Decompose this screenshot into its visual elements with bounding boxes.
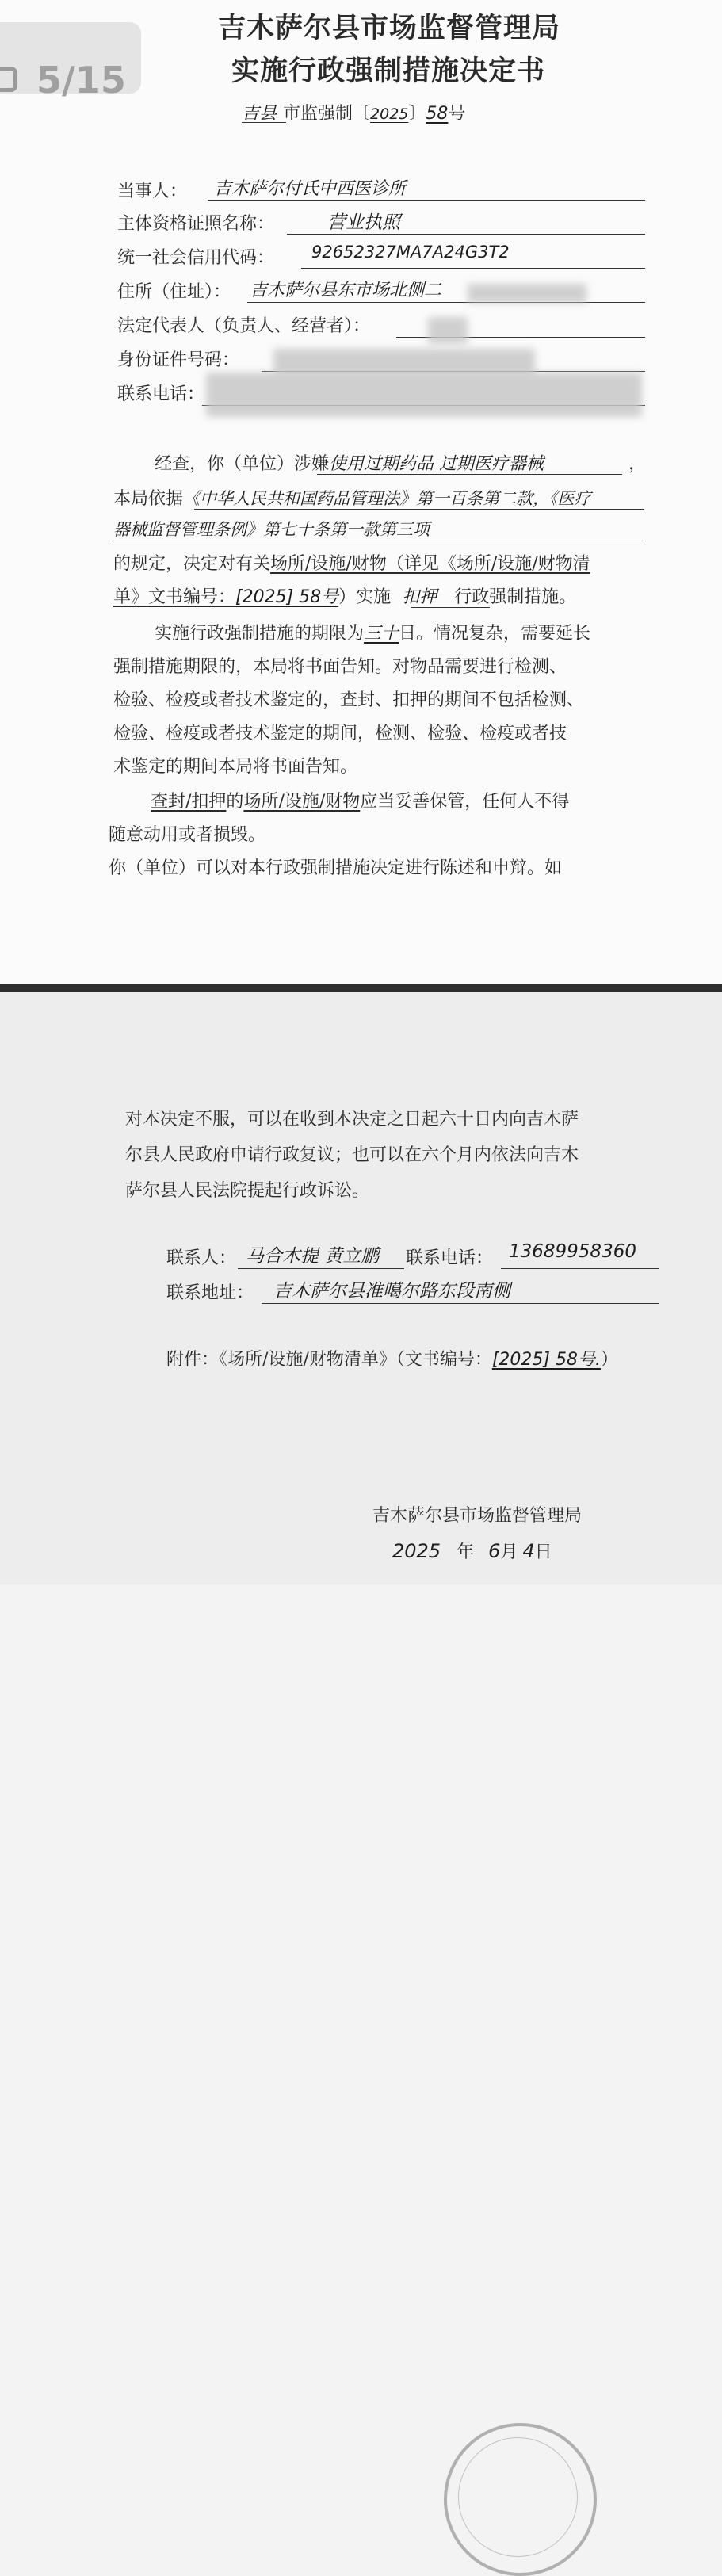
document-number bbox=[242, 100, 465, 124]
issue-date-day: 4 bbox=[522, 1540, 535, 1562]
issue-date-year-label: 年 bbox=[457, 1542, 475, 1562]
address-label: 住所（住址）： bbox=[117, 282, 231, 302]
party-name-value: 吉木萨尔付氏中西医诊所 bbox=[214, 179, 407, 199]
para3-text-b: 的 bbox=[226, 792, 244, 812]
issue-date-month-label: 月 bbox=[500, 1542, 518, 1562]
para1-text-c: 的规定，决定对有关 bbox=[113, 554, 271, 574]
attachment-line bbox=[166, 1346, 618, 1370]
para1-fill-law1: 《中华人民共和国药品管理法》第一百条第二款，《医疗 bbox=[183, 489, 591, 508]
appeal-line1: 对本决定不服，可以在收到本决定之日起六十日内向吉木萨 bbox=[125, 1110, 579, 1129]
appeal-line2: 尔县人民政府申请行政复议；也可以在六个月内依法向吉木 bbox=[125, 1145, 579, 1165]
para1-fill-violation-line bbox=[317, 474, 622, 475]
phone-label: 联系电话： bbox=[117, 384, 205, 404]
doc-prefix: 吉县 bbox=[242, 104, 277, 124]
contact-person-label: 联系人： bbox=[166, 1248, 237, 1268]
para1-text-a: 经查，你（单位）涉嫌 bbox=[155, 454, 330, 474]
contact-person-value: 马合木提 黄立鹏 bbox=[246, 1246, 380, 1267]
credit-code-line bbox=[301, 268, 645, 269]
para1-line4 bbox=[113, 550, 590, 575]
contact-phone-label: 联系电话： bbox=[406, 1248, 494, 1268]
para3-text-c: 场所/设施/财物 bbox=[243, 792, 361, 812]
credit-code-label: 统一社会信用代码： bbox=[117, 248, 275, 268]
credit-code-value: 92652327MA7A24G3T2 bbox=[311, 243, 510, 262]
issue-date bbox=[392, 1538, 552, 1563]
doc-close: 〕 bbox=[408, 104, 426, 124]
contact-address-label: 联系地址： bbox=[166, 1283, 254, 1303]
para1-fill-law2: 器械监督管理条例》第七十条第一款第三项 bbox=[113, 520, 430, 539]
attachment-value: [2025] 58号. bbox=[491, 1350, 601, 1370]
doc-mid: 市监强制〔 bbox=[283, 104, 371, 124]
representative-label: 法定代表人（负责人、经营者）： bbox=[117, 316, 371, 336]
para1-text-b: 本局依据 bbox=[113, 489, 184, 509]
page-indicator-badge[interactable] bbox=[0, 22, 141, 101]
license-line bbox=[287, 234, 645, 235]
para3-line2: 随意动用或者损毁。 bbox=[109, 825, 266, 845]
para3-text-a: 查封/扣押 bbox=[151, 792, 227, 812]
para1-line2 bbox=[113, 485, 591, 510]
address-value: 吉木萨尔县东市场北侧二 bbox=[250, 281, 442, 300]
para2-line5: 术鉴定的期间本局将书面告知。 bbox=[113, 757, 358, 777]
para3-text-d: 应当妥善保管，任何人不得 bbox=[360, 792, 570, 812]
doc-year: 2025 bbox=[370, 105, 409, 123]
para1-line1 bbox=[155, 450, 544, 475]
para4-line1: 你（单位）可以对本行政强制措施决定进行陈述和申辩。如 bbox=[109, 858, 563, 878]
doc-num: 58 bbox=[426, 104, 449, 124]
para1-text-e: 单》文书编号： bbox=[113, 587, 236, 607]
doc-suffix: 号 bbox=[448, 104, 466, 124]
page-indicator-text: 5/15 bbox=[36, 59, 126, 101]
document-page-1 bbox=[0, 0, 722, 985]
attachment-label: 附件：《场所/设施/财物清单》（文书编号： bbox=[166, 1350, 492, 1370]
address-redaction bbox=[468, 284, 586, 303]
para3-line1 bbox=[151, 788, 569, 812]
document-title-agency: 吉木萨尔县市场监督管理局 bbox=[218, 12, 561, 44]
para2-line2: 强制措施期限的，本局将书面告知。对物品需要进行检测、 bbox=[113, 657, 567, 677]
para1-line5 bbox=[113, 583, 576, 608]
para1-text-g: 行政强制措施。 bbox=[454, 587, 577, 607]
doc-prefix-line bbox=[242, 122, 286, 123]
attachment-close: ） bbox=[600, 1350, 618, 1370]
party-name-line bbox=[208, 200, 645, 201]
party-name-label: 当事人： bbox=[117, 182, 188, 201]
document-title-type: 实施行政强制措施决定书 bbox=[231, 55, 546, 87]
para2-fill-term: 三十 bbox=[364, 624, 399, 644]
id-number-label: 身份证件号码： bbox=[117, 350, 240, 370]
id-number-redaction bbox=[273, 349, 535, 376]
para2-line4: 检验、检疫或者技术鉴定的期间，检测、检验、检疫或者技 bbox=[113, 724, 567, 743]
issue-date-year: 2025 bbox=[392, 1540, 441, 1562]
contact-address-line bbox=[262, 1303, 659, 1304]
representative-redaction bbox=[428, 317, 468, 344]
para1-comma: ， bbox=[628, 454, 647, 474]
page-seam bbox=[0, 984, 722, 992]
para2-text-b: 日。情况复杂，需要延长 bbox=[399, 624, 591, 644]
para1-fill-measure: 扣押 bbox=[402, 587, 437, 607]
para1-fill-docnum: [2025] 58号 bbox=[235, 587, 339, 607]
official-seal bbox=[444, 2423, 597, 2576]
appeal-line3: 萨尔县人民法院提起行政诉讼。 bbox=[125, 1181, 370, 1201]
para1-text-f: ）实施 bbox=[338, 587, 392, 607]
para2-text-a: 实施行政强制措施的期限为 bbox=[155, 624, 365, 644]
issue-date-day-label: 日 bbox=[534, 1542, 552, 1562]
document-page-2 bbox=[0, 992, 722, 1584]
para1-fill-law1-line bbox=[194, 509, 644, 510]
license-label: 主体资格证照名称： bbox=[117, 214, 275, 234]
contact-address-value: 吉木萨尔县准噶尔路东段南侧 bbox=[273, 1281, 510, 1301]
phone-redaction bbox=[206, 373, 642, 417]
para2-line3: 检验、检疫或者技术鉴定的，查封、扣押的期间不包括检测、 bbox=[113, 690, 585, 710]
issue-date-month: 6 bbox=[488, 1540, 501, 1562]
page-icon bbox=[0, 67, 17, 92]
contact-phone-value: 13689958360 bbox=[509, 1241, 636, 1262]
para1-fill-measure-line bbox=[411, 607, 490, 608]
contact-phone-line bbox=[501, 1268, 659, 1269]
para1-text-d: 场所/设施/财物（详见《场所/设施/财物清 bbox=[270, 554, 590, 574]
license-value: 营业执照 bbox=[327, 212, 400, 233]
contact-person-line bbox=[238, 1268, 404, 1269]
para1-fill-violation: 使用过期药品 过期医疗器械 bbox=[329, 454, 544, 474]
para2-line1 bbox=[155, 620, 590, 644]
issuing-authority: 吉木萨尔县市场监督管理局 bbox=[372, 1506, 583, 1526]
